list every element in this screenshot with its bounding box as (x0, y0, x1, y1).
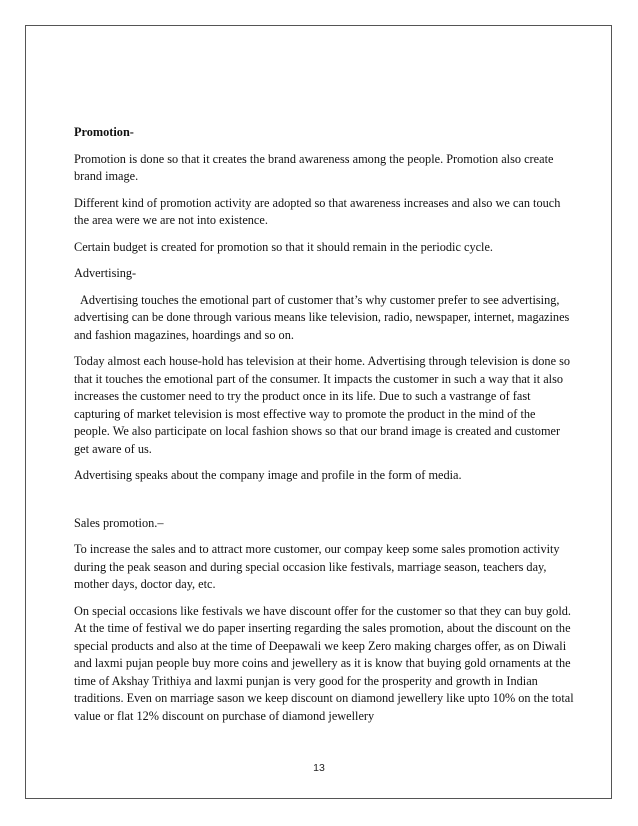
document-body (74, 124, 574, 734)
promotion-paragraph-1: Promotion is done so that it creates the brand awareness among the people. Promotion also create brand image. (74, 151, 554, 183)
advertising-heading: Advertising- (74, 266, 137, 280)
advertising-paragraph-1: Advertising touches the emotional part of customer that’s why customer prefer to see advertising, advertising can be done through various means like television, radio, newspaper, internet, magazines and fashion magazines, hoardings and so on. (74, 292, 570, 342)
section-spacer (74, 494, 574, 515)
promotion-heading: Promotion- (74, 125, 134, 139)
advertising-paragraph-2: Today almost each house-hold has television at their home. Advertising through television is done so that it touches the emotional part of the consumer. It impacts the customer in such a way that it also increases the customer need to try the product once in its life. Due to such a vastrange of fast capturing of market television is most effective way to promote the product in the mind of the people. We also participate on local fashion shows so that our brand image is created and customer get aware of us. (74, 354, 571, 456)
sales-promotion-paragraph-1: To increase the sales and to attract more customer, our compay keep some sales promotion activity during the peak season and during special occasion like festivals, marriage season, teachers day, mother days, doctor day, etc. (74, 542, 560, 591)
page-number: 13 (313, 762, 325, 774)
sales-promotion-heading: Sales promotion.– (74, 515, 164, 530)
advertising-paragraph-3: Advertising speaks about the company image and profile in the form of media. (74, 468, 462, 482)
promotion-paragraph-3: Certain budget is created for promotion so that it should remain in the periodic cycle. (74, 239, 494, 254)
promotion-paragraph-2: Different kind of promotion activity are adopted so that awareness increases and also we can touch the area were we are not into existence. (74, 195, 561, 227)
sales-promotion-paragraph-2: On special occasions like festivals we have discount offer for the customer so that they can buy gold. At the time of festival we do paper inserting regarding the sales promotion, about the discount on the special products and also at the time of Deepawali we keep Zero making charges offer, as on Diwali and laxmi pujan people buy more coins and jewellery as it is know that buying gold ornaments at the time of Akshay Trithiya and laxmi punjan is very good for the prosperity and growth in Indian traditions. Even on marriage sason we keep discount on diamond jewellery like upto 10% on the total value or flat 12% discount on purchase of diamond jewellery (74, 603, 574, 723)
